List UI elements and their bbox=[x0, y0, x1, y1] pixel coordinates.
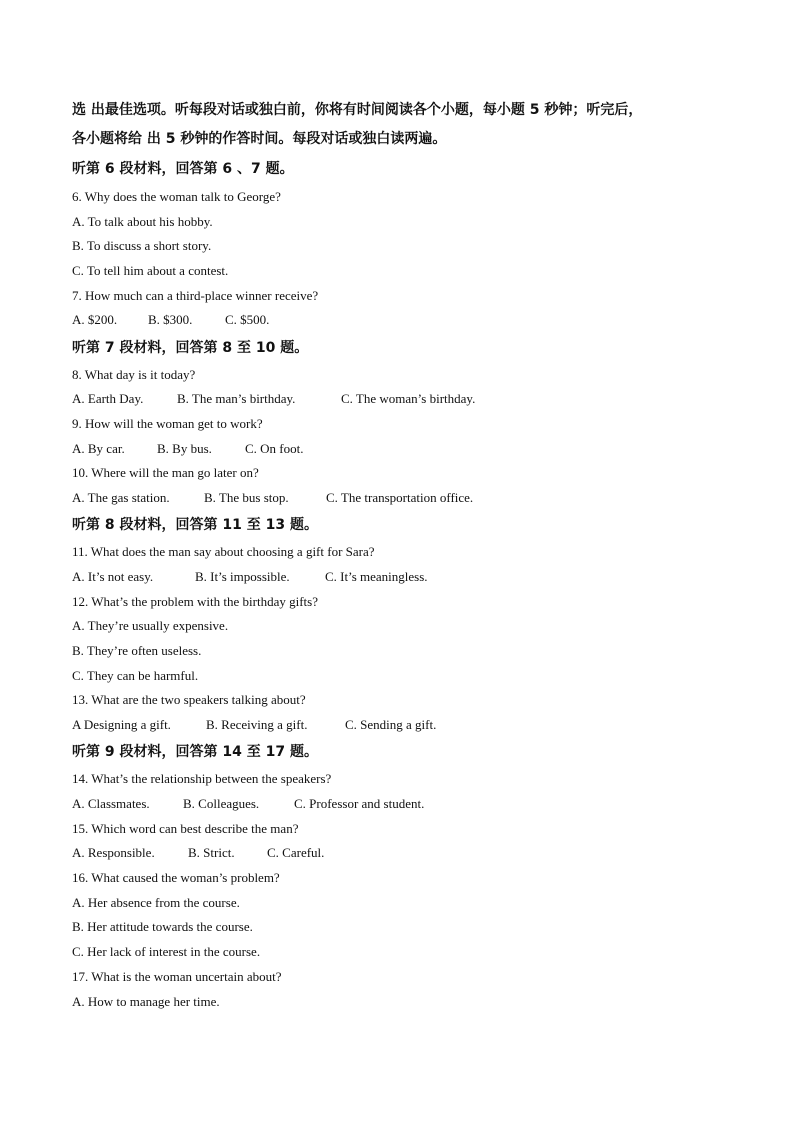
question-9-stem: 9. How will the woman get to work? bbox=[72, 416, 263, 431]
question-15-option-a: A. Responsible. bbox=[72, 845, 155, 860]
question-13-option-a: A Designing a gift. bbox=[72, 717, 171, 732]
question-11-stem: 11. What does the man say about choosing a gift for Sara? bbox=[72, 544, 375, 559]
question-6-option-c: C. To tell him about a contest. bbox=[72, 263, 229, 278]
question-9-option-c: C. On foot. bbox=[245, 441, 304, 456]
instruction-line-1: 选 出最佳选项。听每段对话或独白前，你将有时间阅读各个小题，每小题 5 秒钟；听完后， bbox=[72, 102, 643, 118]
question-6-option-b: B. To discuss a short story. bbox=[72, 238, 212, 253]
question-12-option-c: C. They can be harmful. bbox=[72, 668, 199, 683]
section-heading-9: 听第 9 段材料，回答第 14 至 17 题。 bbox=[72, 744, 318, 760]
question-7-option-c: C. $500. bbox=[225, 312, 270, 327]
question-16-stem: 16. What caused the woman’s problem? bbox=[72, 870, 280, 885]
question-14-options bbox=[72, 796, 424, 812]
section-heading-8: 听第 8 段材料，回答第 11 至 13 题。 bbox=[72, 517, 318, 533]
question-8-stem: 8. What day is it today? bbox=[72, 367, 196, 382]
question-11-option-b: B. It’s impossible. bbox=[195, 569, 290, 584]
question-17-stem: 17. What is the woman uncertain about? bbox=[72, 969, 282, 984]
question-13-option-b: B. Receiving a gift. bbox=[206, 717, 308, 732]
question-8-option-c: C. The woman’s birthday. bbox=[341, 391, 476, 406]
question-11-options bbox=[72, 569, 428, 585]
question-14-option-c: C. Professor and student. bbox=[294, 796, 425, 811]
section-heading-6: 听第 6 段材料，回答第 6 、7 题。 bbox=[72, 161, 294, 177]
question-6-option-a: A. To talk about his hobby. bbox=[72, 214, 213, 229]
question-7-stem: 7. How much can a third-place winner receive? bbox=[72, 288, 319, 303]
question-12-option-b: B. They’re often useless. bbox=[72, 643, 202, 658]
question-15-options bbox=[72, 845, 324, 861]
question-8-option-a: A. Earth Day. bbox=[72, 391, 144, 406]
question-9-option-a: A. By car. bbox=[72, 441, 125, 456]
question-7-option-b: B. $300. bbox=[148, 312, 193, 327]
question-13-option-c: C. Sending a gift. bbox=[345, 717, 437, 732]
question-15-option-b: B. Strict. bbox=[188, 845, 235, 860]
question-14-stem: 14. What’s the relationship between the speakers? bbox=[72, 771, 332, 786]
question-9-options bbox=[72, 441, 304, 457]
question-8-option-b: B. The man’s birthday. bbox=[177, 391, 296, 406]
instruction-line-2: 各小题将给 出 5 秒钟的作答时间。每段对话或独白读两遍。 bbox=[72, 131, 447, 147]
question-13-options bbox=[72, 717, 436, 733]
question-16-option-c: C. Her lack of interest in the course. bbox=[72, 944, 261, 959]
question-8-options bbox=[72, 391, 475, 407]
question-12-stem: 12. What’s the problem with the birthday gifts? bbox=[72, 594, 318, 609]
question-6-stem: 6. Why does the woman talk to George? bbox=[72, 189, 281, 204]
question-13-stem: 13. What are the two speakers talking about? bbox=[72, 692, 306, 707]
question-10-option-a: A. The gas station. bbox=[72, 490, 170, 505]
question-17-option-a: A. How to manage her time. bbox=[72, 994, 220, 1009]
section-heading-7: 听第 7 段材料，回答第 8 至 10 题。 bbox=[72, 340, 309, 356]
question-11-option-a: A. It’s not easy. bbox=[72, 569, 154, 584]
question-7-options bbox=[72, 312, 269, 328]
question-7-option-a: A. $200. bbox=[72, 312, 118, 327]
question-16-option-b: B. Her attitude towards the course. bbox=[72, 919, 253, 934]
question-10-option-b: B. The bus stop. bbox=[204, 490, 289, 505]
question-15-stem: 15. Which word can best describe the man? bbox=[72, 821, 299, 836]
question-10-option-c: C. The transportation office. bbox=[326, 490, 474, 505]
question-10-options bbox=[72, 490, 473, 506]
question-14-option-b: B. Colleagues. bbox=[183, 796, 260, 811]
question-16-option-a: A. Her absence from the course. bbox=[72, 895, 240, 910]
question-11-option-c: C. It’s meaningless. bbox=[325, 569, 428, 584]
question-12-option-a: A. They’re usually expensive. bbox=[72, 618, 229, 633]
section-instructions bbox=[72, 96, 732, 154]
question-14-option-a: A. Classmates. bbox=[72, 796, 150, 811]
question-9-option-b: B. By bus. bbox=[157, 441, 212, 456]
question-10-stem: 10. Where will the man go later on? bbox=[72, 465, 259, 480]
question-15-option-c: C. Careful. bbox=[267, 845, 325, 860]
